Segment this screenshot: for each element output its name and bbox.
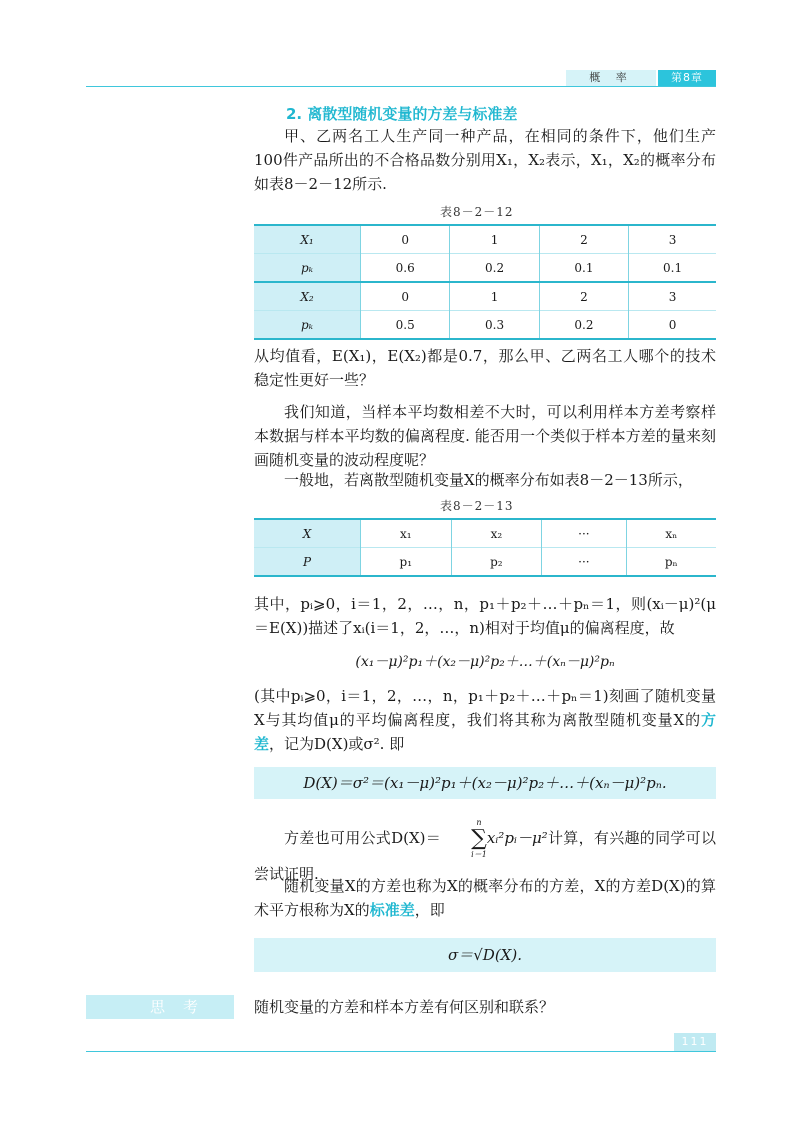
table-row xyxy=(254,548,716,577)
term-standard-deviation: 标准差 xyxy=(369,901,415,919)
table-cell: x₁ xyxy=(361,519,452,548)
table-cell: pₙ xyxy=(626,548,716,577)
text-span: ，记为D(X)或σ². 即 xyxy=(269,735,405,753)
table-row-label: X₁ xyxy=(254,225,361,254)
table-row xyxy=(254,311,716,340)
table-cell: x₂ xyxy=(451,519,542,548)
table-cell: 2 xyxy=(539,282,628,311)
table-row-label: pₖ xyxy=(254,254,361,283)
table-cell: 0 xyxy=(629,311,716,340)
text-span: 方差也可用公式D(X)＝ xyxy=(284,829,442,847)
table-row-label: X xyxy=(254,519,361,548)
paragraph-general-case: 一般地，若离散型随机变量X的概率分布如表8－2－13所示， xyxy=(284,471,693,489)
summation xyxy=(441,818,487,860)
table-cell: 0 xyxy=(361,282,450,311)
table-cell: ··· xyxy=(542,548,626,577)
think-label: 思考 xyxy=(149,998,216,1016)
formula-sd-box: σ＝√D(X). xyxy=(254,938,716,972)
paragraph-deviation: 其中，pᵢ⩾0，i＝1，2，…，n，p₁＋p₂＋…＋pₙ＝1，则(xᵢ－μ)²(μ＝E(X))描述了xᵢ(i＝1，2，…，n)相对于均值μ的偏离程度，故 xyxy=(254,595,716,637)
table-cell: xₙ xyxy=(626,519,716,548)
table-cell: p₂ xyxy=(451,548,542,577)
table-cell: 3 xyxy=(629,225,716,254)
table-cell: 0.5 xyxy=(361,311,450,340)
table-cell: 1 xyxy=(450,282,539,311)
paragraph-sample-variance: 我们知道，当样本平均数相差不大时，可以利用样本方差考察样本数据与样本平均数的偏离程度. 能否用一个类似于样本方差的量来刻画随机变量的波动程度呢？ xyxy=(254,403,716,469)
table-cell: 3 xyxy=(629,282,716,311)
table-cell: 0 xyxy=(361,225,450,254)
section-title: 2. 离散型随机变量的方差与标准差 xyxy=(286,105,518,123)
table-row xyxy=(254,225,716,254)
text-span: (其中pᵢ⩾0，i＝1，2，…，n，p₁＋p₂＋…＋pₙ＝1)刻画了随机变量X与其均值μ的平均偏离程度，我们将其称为离散型随机变量X的 xyxy=(254,687,716,729)
paragraph-mean-comparison: 从均值看，E(X₁)，E(X₂)都是0.7，那么甲、乙两名工人哪个的技术稳定性更好一些？ xyxy=(254,347,716,389)
table-cell: ··· xyxy=(542,519,626,548)
table-row-label: pₖ xyxy=(254,311,361,340)
table2-caption: 表8－2－13 xyxy=(440,499,514,513)
text-span: 计算，有兴趣的同学可以尝试证明. xyxy=(254,829,716,883)
sum-upper-limit: n xyxy=(476,818,482,827)
table-row-label: P xyxy=(254,548,361,577)
think-label-box xyxy=(86,995,234,1019)
sum-term: xᵢ²pᵢ－μ² xyxy=(486,829,548,847)
page-number: 111 xyxy=(674,1033,716,1051)
text-span: ，即 xyxy=(414,901,445,919)
table-cell: 2 xyxy=(539,225,628,254)
table-cell: p₁ xyxy=(361,548,452,577)
table2 xyxy=(254,518,716,577)
header-divider xyxy=(86,86,716,87)
table-cell: 0.1 xyxy=(629,254,716,283)
header-chapter-label: 第8章 xyxy=(658,70,716,86)
table-cell: 0.2 xyxy=(539,311,628,340)
formula-weighted-deviation: (x₁－μ)²p₁＋(x₂－μ)²p₂＋…＋(xₙ－μ)²pₙ xyxy=(355,654,615,670)
text-span: 随机变量X的方差也称为X的概率分布的方差，X的方差D(X)的算术平方根称为X的 xyxy=(254,877,716,919)
paragraph-variance-definition xyxy=(254,684,716,756)
header-section-label: 概 率 xyxy=(566,70,656,86)
table1-caption: 表8－2－12 xyxy=(440,205,514,219)
paragraph-standard-deviation xyxy=(254,874,716,922)
term-variance: 方差 xyxy=(254,711,716,753)
think-question: 随机变量的方差和样本方差有何区别和联系？ xyxy=(254,998,555,1016)
sum-lower-limit: i＝1 xyxy=(471,850,487,859)
paragraph-intro: 甲、乙两名工人生产同一种产品，在相同的条件下，他们生产100件产品所出的不合格品数分别用X₁，X₂表示，X₁，X₂的概率分布如表8－2－12所示. xyxy=(254,127,716,193)
formula-variance-box: D(X)＝σ²＝(x₁－μ)²p₁＋(x₂－μ)²p₂＋…＋(xₙ－μ)²pₙ. xyxy=(254,767,716,799)
table-cell: 0.3 xyxy=(450,311,539,340)
table1 xyxy=(254,224,716,340)
table-cell: 1 xyxy=(450,225,539,254)
table-cell: 0.6 xyxy=(361,254,450,283)
table-row xyxy=(254,254,716,283)
sigma-icon: ∑ xyxy=(471,826,487,851)
table-cell: 0.2 xyxy=(450,254,539,283)
table-row xyxy=(254,519,716,548)
table-cell: 0.1 xyxy=(539,254,628,283)
footer-divider xyxy=(86,1051,716,1052)
table-row xyxy=(254,282,716,311)
table-row-label: X₂ xyxy=(254,282,361,311)
